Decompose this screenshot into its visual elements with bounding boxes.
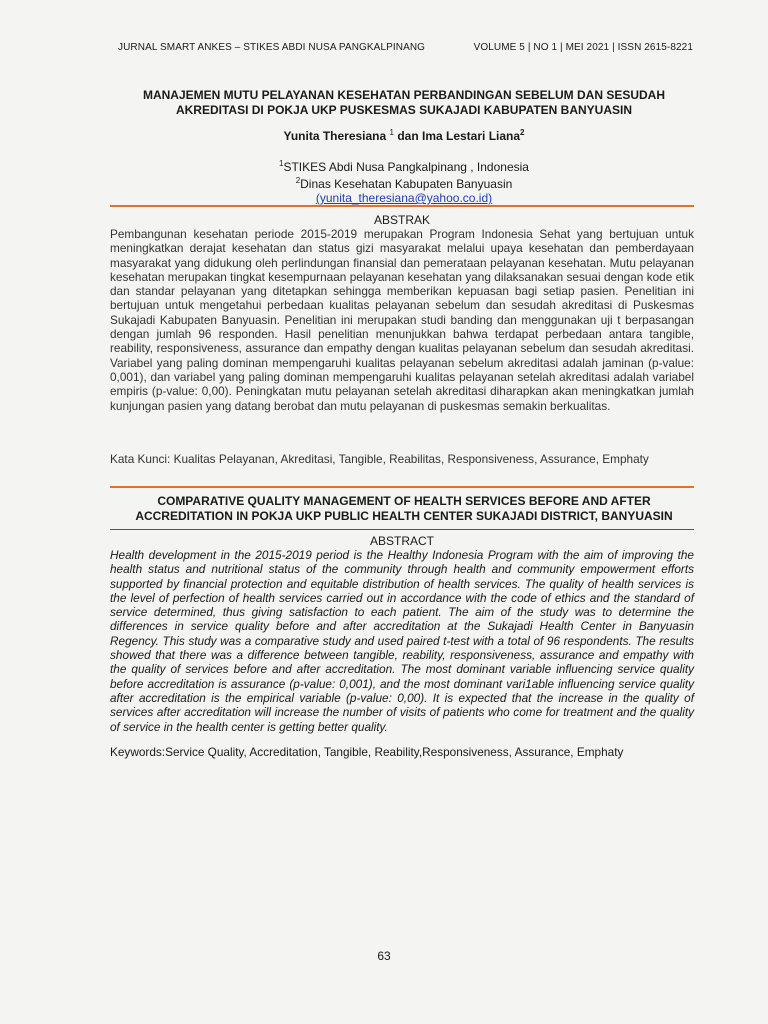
volume-info: VOLUME 5 | NO 1 | MEI 2021 | ISSN 2615-8221 bbox=[473, 42, 693, 53]
abstrak-body: Pembangunan kesehatan periode 2015-2019 merupakan Program Indonesia Sehat yang bertujuan untuk meningkatkan derajat kesehatan dan status gizi masyarakat melalui upaya kesehatan dan pemberdayaan masyarakat yang didukung oleh perlindungan finansial dan pemerataan pelayanan kesehatan. Mutu pelayanan kesehatan merupakan tingkat kesempurnaan pelayanan kesehatan yang dilaksanakan sesuai dengan kode etik dan standar pelayanan yang ditetapkan sehingga memberikan kepuasan bagi setiap pasien. Penelitian ini bertujuan untuk mengetahui perbedaan kualitas pelayanan sebelum dan sesudah akreditasi di Puskesmas Sukajadi Kabupaten Banyuasin. Penelitian ini merupakan studi banding dan menggunakan uji t berpasangan dengan jumlah 96 responden. Hasil penelitian menunjukkan bahwa terdapat perbedaan antara tangible, reability, responsiveness, assurance dan empathy dengan kualitas pelayanan sebelum dan sesudah akreditasi. Variabel yang paling dominan mempengaruhi kualitas pelayanan sebelum akreditasi adalah jaminan (p-value: 0,001), dan variabel yang paling dominan mempengaruhi kualitas pelayanan setelah akreditasi adalah variabel empiris (p-value: 0,00). Peningkatan mutu pelayanan setelah akreditasi diharapkan akan meningkatkan jumlah kunjungan pasien yang datang berobat dan mutu pelayanan di puskesmas semakin berkualitas. bbox=[110, 227, 694, 413]
author-2-sup: 2 bbox=[520, 128, 525, 137]
email-link[interactable]: (yunita_theresiana@yahoo.co.id) bbox=[315, 191, 493, 205]
abstract-body: Health development in the 2015-2019 period is the Healthy Indonesia Program with the aim of improving the health status and nutritional status of the community through health and community empowerment efforts supported by financial protection and equitable distribution of health services. The quality of health services is the level of perfection of health services carried out in accordance with the code of ethics and the standard of service determined, thus giving satisfaction to each patient. The aim of the study was to determine the differences in service quality before and after accreditation at the Sukajadi Health Center in Banyuasin Regency. This study was a comparative study and used paired t-test with a total of 96 respondents. The results showed that there was a difference between tangible, reability, responsiveness, assurance and empathy with the quality of services before and after accreditation. The most dominant variable influencing service quality before accreditation is assurance (p-value: 0,001), and the most dominant vari1able influencing service quality after accreditation is the empirical variable (p-value: 0,00). It is expected that the increase in the quality of services after accreditation will increase the number of visits of patients who come for treatment and the quality of service in the health center is getting better quality. bbox=[110, 548, 694, 734]
running-header bbox=[118, 42, 693, 53]
author-2: dan Ima Lestari Liana bbox=[397, 129, 521, 143]
english-title bbox=[100, 494, 708, 524]
divider-thin bbox=[110, 529, 694, 530]
title-line-2: AKREDITASI DI POKJA UKP PUSKESMAS SUKAJADI KABUPATEN BANYUASIN bbox=[175, 103, 633, 117]
abstrak-keywords: Kata Kunci: Kualitas Pelayanan, Akreditasi, Tangible, Reabilitas, Responsiveness, Assurance, Emphaty bbox=[110, 452, 649, 466]
page-number: 63 bbox=[377, 949, 391, 963]
affiliations bbox=[100, 157, 708, 205]
english-title-line-1: COMPARATIVE QUALITY MANAGEMENT OF HEALTH SERVICES BEFORE AND AFTER bbox=[157, 494, 651, 508]
divider-orange-middle bbox=[110, 486, 694, 488]
affiliation-1 bbox=[100, 157, 708, 174]
english-title-line-2: ACCREDITATION IN POKJA UKP PUBLIC HEALTH CENTER SUKAJADI DISTRICT, BANYUASIN bbox=[135, 509, 673, 523]
affiliation-2 bbox=[100, 174, 708, 191]
author-1: Yunita Theresiana bbox=[283, 129, 387, 143]
author-list bbox=[100, 128, 708, 143]
journal-name: JURNAL SMART ANKES – STIKES ABDI NUSA PANGKALPINANG bbox=[118, 42, 426, 53]
abstrak-heading: ABSTRAK bbox=[373, 213, 430, 227]
author-1-sup: 1 bbox=[389, 128, 394, 137]
title-line-1: MANAJEMEN MUTU PELAYANAN KESEHATAN PERBANDINGAN SEBELUM DAN SESUDAH bbox=[142, 88, 666, 102]
affiliation-2-num: 2 bbox=[295, 176, 301, 185]
affiliation-2-text: Dinas Kesehatan Kabupaten Banyuasin bbox=[300, 177, 513, 191]
affiliation-1-num: 1 bbox=[279, 159, 284, 168]
abstract-keywords: Keywords:Service Quality, Accreditation, Tangible, Reability,Responsiveness, Assurance, Emphaty bbox=[110, 745, 624, 759]
abstract-heading: ABSTRACT bbox=[369, 534, 434, 548]
paper-title bbox=[100, 88, 708, 118]
affiliation-1-text: STIKES Abdi Nusa Pangkalpinang , Indonesia bbox=[283, 160, 529, 174]
divider-orange-top bbox=[110, 205, 694, 207]
